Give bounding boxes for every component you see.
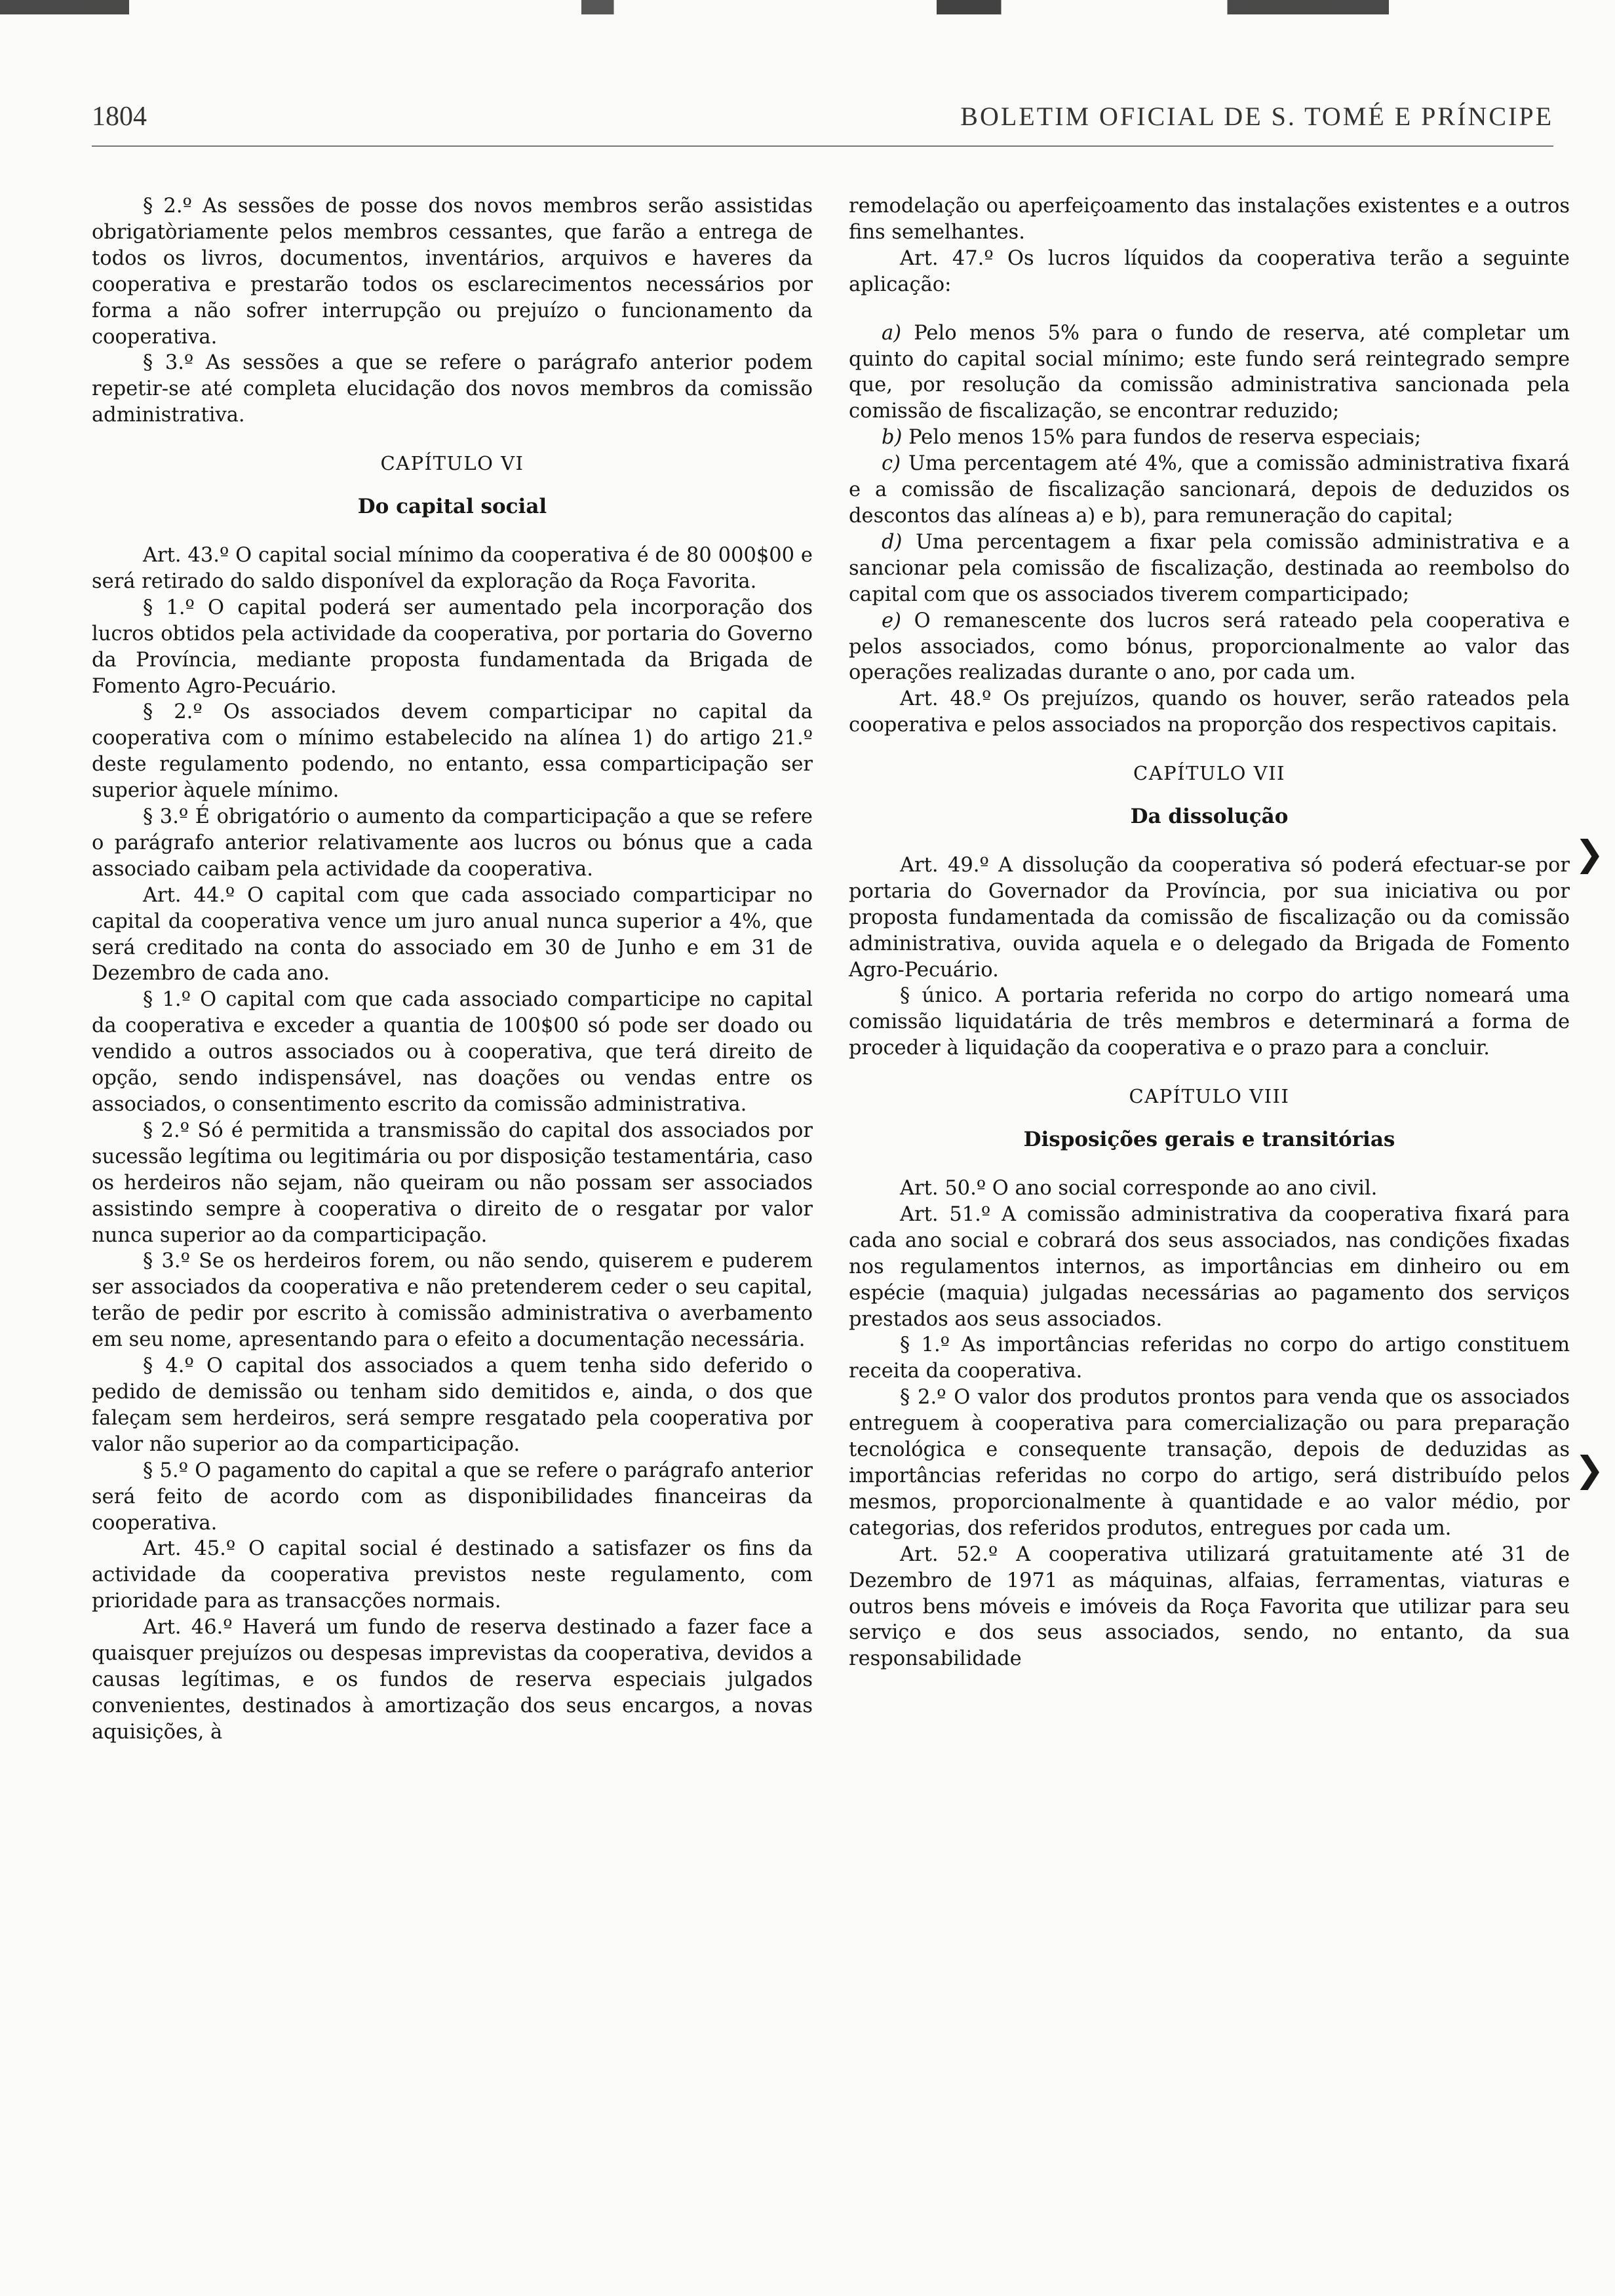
paragraph: § 2.º Só é permitida a transmissão do capital dos associados por sucessão legítima ou legitimária ou por disposição testamentária, caso os herdeiros não sejam, não queiram ou não possam ser associados assistindo sempre à cooperativa o direito de o resgatar por valor nunca superior ao da comparticipação. [92,1119,813,1247]
chapter-title: CAPÍTULO VII [1133,762,1285,785]
article-paragraph: Art. 46.º Haverá um fundo de reserva destinado a fazer face a quaisquer prejuízos ou despesas imprevistas da cooperativa, devidos a causas legítimas, e os fundos de reserva especiais julgados convenientes, destinados à amortização dos seus encargos, a novas aquisições, à [92,1616,813,1744]
paragraph: § 3.º É obrigatório o aumento da comparticipação a que se refere o parágrafo anterior relativamente aos lucros ou bónus que a cada associado caibam pela actividade da cooperativa. [92,805,813,881]
paragraph: § 3.º As sessões a que se refere o parágrafo anterior podem repetir-se até completa elucidação dos novos membros da comissão administrativa. [92,351,813,427]
header-rule [92,145,1553,147]
article-paragraph: Art. 44.º O capital com que cada associado comparticipar no capital da cooperativa vence um juro anual nunca superior a 4%, que será creditado na conta do associado em 30 de Junho e em 31 de Dezembro de cada ano. [92,883,813,985]
page-number: 1804 [92,102,147,132]
paragraph: § único. A portaria referida no corpo do artigo nomeará uma comissão liquidatária de três membros e determinará a forma de proceder à liquidação da cooperativa e o prazo para a concluir. [849,984,1570,1060]
paragraph: § 2.º Os associados devem comparticipar no capital da cooperativa com o mínimo estabelecido na alínea 1) do artigo 21.º deste regulamento podendo, no entanto, essa comparticipação ser superior àquele mínimo. [92,700,813,803]
scan-edge-artifact [0,0,1615,14]
paragraph: § 1.º O capital com que cada associado comparticipe no capital da cooperativa e exceder a quantia de 100$00 só pode ser doado ou vendido a outros associados ou à cooperativa, que terá direito de opção, sendo indispensável, nas doações ou vendas entre os associados, o consentimento escrito da comissão administrativa. [92,988,813,1116]
list-item [849,451,1570,529]
margin-mark-icon: ❯ [1574,833,1605,874]
list-item [849,529,1570,608]
item-text: Uma percentagem a fixar pela comissão administrativa e a sancionar pela comissão de fiscalização, destinada ao reembolso do capital com que os associados tiverem comparticipado; [849,530,1570,606]
paragraph: § 2.º O valor dos produtos prontos para venda que os associados entreguem à cooperativa para comercialização ou para preparação tecnológica e consequente transação, depois de deduzidas as importâncias referidas no corpo do artigo, será distribuído pelos mesmos, proporcionalmente à quantidade e ao valor médio, por categorias, dos referidos produtos, entregues por cada um. [849,1386,1570,1540]
left-column [92,193,813,1746]
item-text: Pelo menos 5% para o fundo de reserva, até completar um quinto do capital social mínimo; este fundo será reintegrado sempre que, por resolução da comissão administrativa sancionada pela comissão de fiscalização, se encontrar reduzido; [849,321,1570,423]
list-item [849,608,1570,687]
article-paragraph: Art. 51.º A comissão administrativa da cooperativa fixará para cada ano social e cobrará dos seus associados, nas condições fixadas nos regulamentos internos, as importâncias em dinheiro ou em espécie (maquia) julgadas necessárias ao pagamento dos serviços prestados aos seus associados. [849,1202,1570,1331]
paragraph: § 3.º Se os herdeiros forem, ou não sendo, quiserem e puderem ser associados da cooperativa e não pretenderem ceder o seu capital, terão de pedir por escrito à comissão administrativa o averbamento em seu nome, apresentando para o efeito a documentação necessária. [92,1250,813,1352]
margin-mark-icon: ❯ [1574,1449,1605,1490]
item-text: O remanescente dos lucros será rateado pela cooperativa e pelos associados, como bónus, proporcionalmente ao valor das operações realizadas durante o ano, por cada um. [849,609,1570,685]
paragraph: § 1.º As importâncias referidas no corpo do artigo constituem receita da cooperativa. [849,1333,1570,1383]
paragraph: § 4.º O capital dos associados a quem tenha sido deferido o pedido de demissão ou tenham sido demitidos e, ainda, o dos que faleçam sem herdeiros, será sempre resgatado pela cooperativa por valor não superior ao da comparticipação. [92,1354,813,1456]
page-header [92,98,1553,138]
paragraph: remodelação ou aperfeiçoamento das instalações existentes e a outros fins semelhantes. [849,195,1570,244]
right-column [849,193,1570,1672]
chapter-title: CAPÍTULO VI [380,452,524,475]
item-letter: c) [882,452,901,476]
paragraph: § 1.º O capital poderá ser aumentado pela incorporação dos lucros obtidos pela actividade da cooperativa, por portaria do Governo da Província, mediante proposta fundamentada da Brigada de Fomento Agro-Pecuário. [92,596,813,698]
article-paragraph: Art. 50.º O ano social corresponde ao ano civil. [900,1177,1378,1200]
article-paragraph: Art. 52.º A cooperativa utilizará gratuitamente até 31 de Dezembro de 1971 as máquinas, alfaias, ferramentas, viaturas e outros bens móveis e imóveis da Roça Favorita que utilizar para seu serviço e dos seus associados, sendo, no entanto, da sua responsabilidade [849,1542,1570,1671]
item-letter: d) [882,530,903,554]
item-text: Pelo menos 15% para fundos de reserva especiais; [902,426,1422,450]
item-text: Uma percentagem até 4%, que a comissão administrativa fixará e a comissão de fiscalização sancionará, depois de deduzidos os descontos das alíneas a) e b), para remuneração do capital; [849,452,1570,527]
article-paragraph: Art. 45.º O capital social é destinado a satisfazer os fins da actividade da cooperativa previstos neste regulamento, com prioridade para as transacções normais. [92,1537,813,1613]
section-title: Disposições gerais e transitórias [1023,1128,1395,1152]
article-paragraph: Art. 48.º Os prejuízos, quando os houver, serão rateados pela cooperativa e pelos associados na proporção dos respectivos capitais. [849,687,1570,737]
section-title: Da dissolução [1130,805,1289,829]
item-letter: e) [882,609,901,632]
list-item [849,425,1570,451]
list-item [849,320,1570,425]
article-paragraph: Art. 47.º Os lucros líquidos da cooperativa terão a seguinte aplicação: [849,246,1570,296]
article-paragraph: Art. 49.º A dissolução da cooperativa só poderá efectuar-se por portaria do Governador da Província, por sua iniciativa ou por proposta fundamentada da comissão de fiscalização ou da comissão administrativa, ouvida aquela e o delegado da Brigada de Fomento Agro-Pecuário. [849,853,1570,982]
section-title: Do capital social [357,495,547,519]
chapter-title: CAPÍTULO VIII [1129,1085,1290,1108]
paragraph: § 2.º As sessões de posse dos novos membros serão assistidas obrigatòriamente pelos membros cessantes, que farão a entrega de todos os livros, documentos, inventários, arquivos e haveres da cooperativa e prestarão todos os esclarecimentos necessários por forma a não sofrer interrupção ou prejuízo o funcionamento da cooperativa. [92,195,813,349]
running-title: BOLETIM OFICIAL DE S. TOMÉ E PRÍNCIPE [960,102,1553,131]
paragraph: § 5.º O pagamento do capital a que se refere o parágrafo anterior será feito de acordo com as disponibilidades financeiras da cooperativa. [92,1459,813,1535]
item-letter: a) [882,321,902,345]
item-letter: b) [882,426,903,450]
article-paragraph: Art. 43.º O capital social mínimo da cooperativa é de 80 000$00 e será retirado do saldo disponível da exploração da Roça Favorita. [92,543,813,593]
